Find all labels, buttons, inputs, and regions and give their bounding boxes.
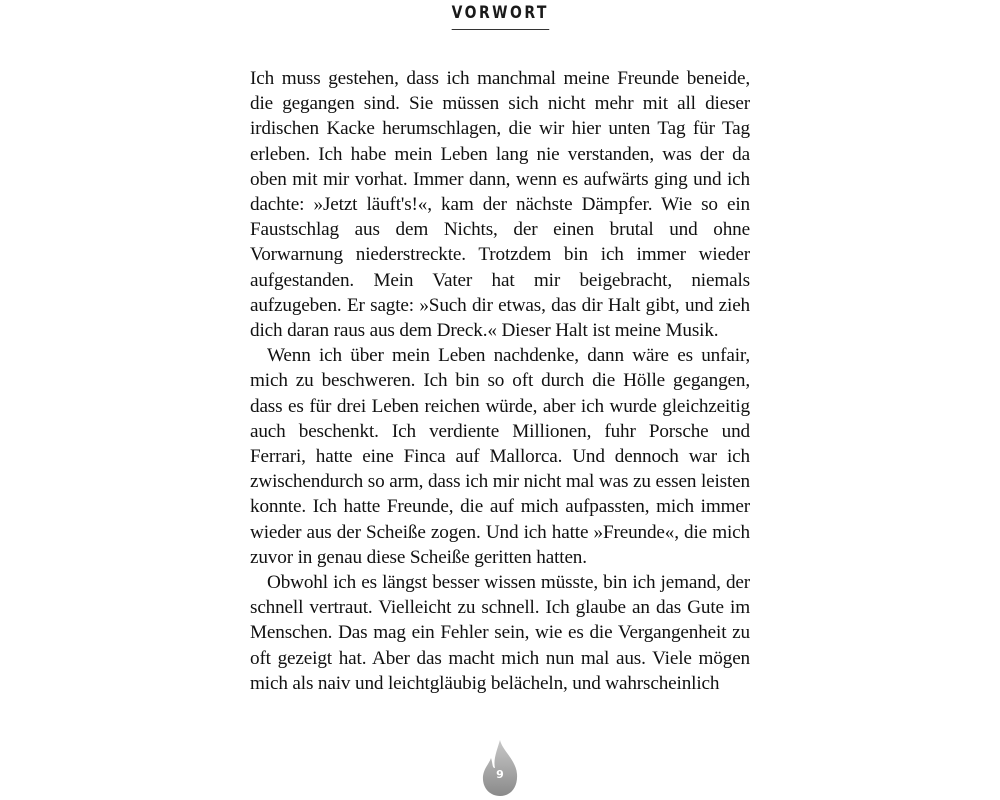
paragraph-1: Ich muss gestehen, dass ich manchmal meine Freunde beneide, die gegangen sind. Sie müssen sich nicht mehr mit all dieser irdischen Kacke herumschlagen, die wir hier unten Tag für Tag erleben. Ich habe mein Leben lang nie verstanden, was der da oben mit mir vorhat. Immer dann, wenn es aufwärts ging und ich dachte: »Jetzt läuft's!«, kam der nächste Dämpfer. Wie so ein Faustschlag aus dem Nichts, der einen brutal und ohne Vorwarnung niederstreckte. Trotzdem bin ich immer wieder aufgestanden. Mein Vater hat mir beigebracht, niemals aufzugeben. Er sagte: »Such dir etwas, das dir Halt gibt, und zieh dich daran raus aus dem Dreck.« Dieser Halt ist meine Musik. (250, 68, 750, 342)
chapter-heading (0, 2, 1000, 30)
chapter-title: VORWORT (451, 2, 548, 30)
page-folio (480, 738, 520, 798)
paragraph-3: Obwohl ich es längst besser wissen müsste, bin ich jemand, der schnell vertraut. Vielleicht zu schnell. Ich glaube an das Gute im Menschen. Das mag ein Fehler sein, wie es die Vergangenheit zu oft gezeigt hat. Aber das macht mich nun mal aus. Viele mögen mich als naiv und leichtgläubig belächeln, und wahrscheinlich (250, 572, 750, 694)
page-number: 9 (496, 768, 504, 781)
paragraph-2: Wenn ich über mein Leben nachdenke, dann wäre es unfair, mich zu beschweren. Ich bin so oft durch die Hölle gegangen, dass es für drei Leben reichen würde, aber ich wurde gleichzeitig auch beschenkt. Ich verdiente Millionen, fuhr Porsche und Ferrari, hatte eine Finca auf Mallorca. Und dennoch war ich zwischendurch so arm, dass ich mir nicht mal was zu essen leisten konnte. Ich hatte Freunde, die auf mich aufpassten, mich immer wieder aus der Scheiße zogen. Und ich hatte »Freunde«, die mich zuvor in genau diese Scheiße geritten hatten. (250, 345, 750, 568)
body-text (250, 66, 750, 696)
